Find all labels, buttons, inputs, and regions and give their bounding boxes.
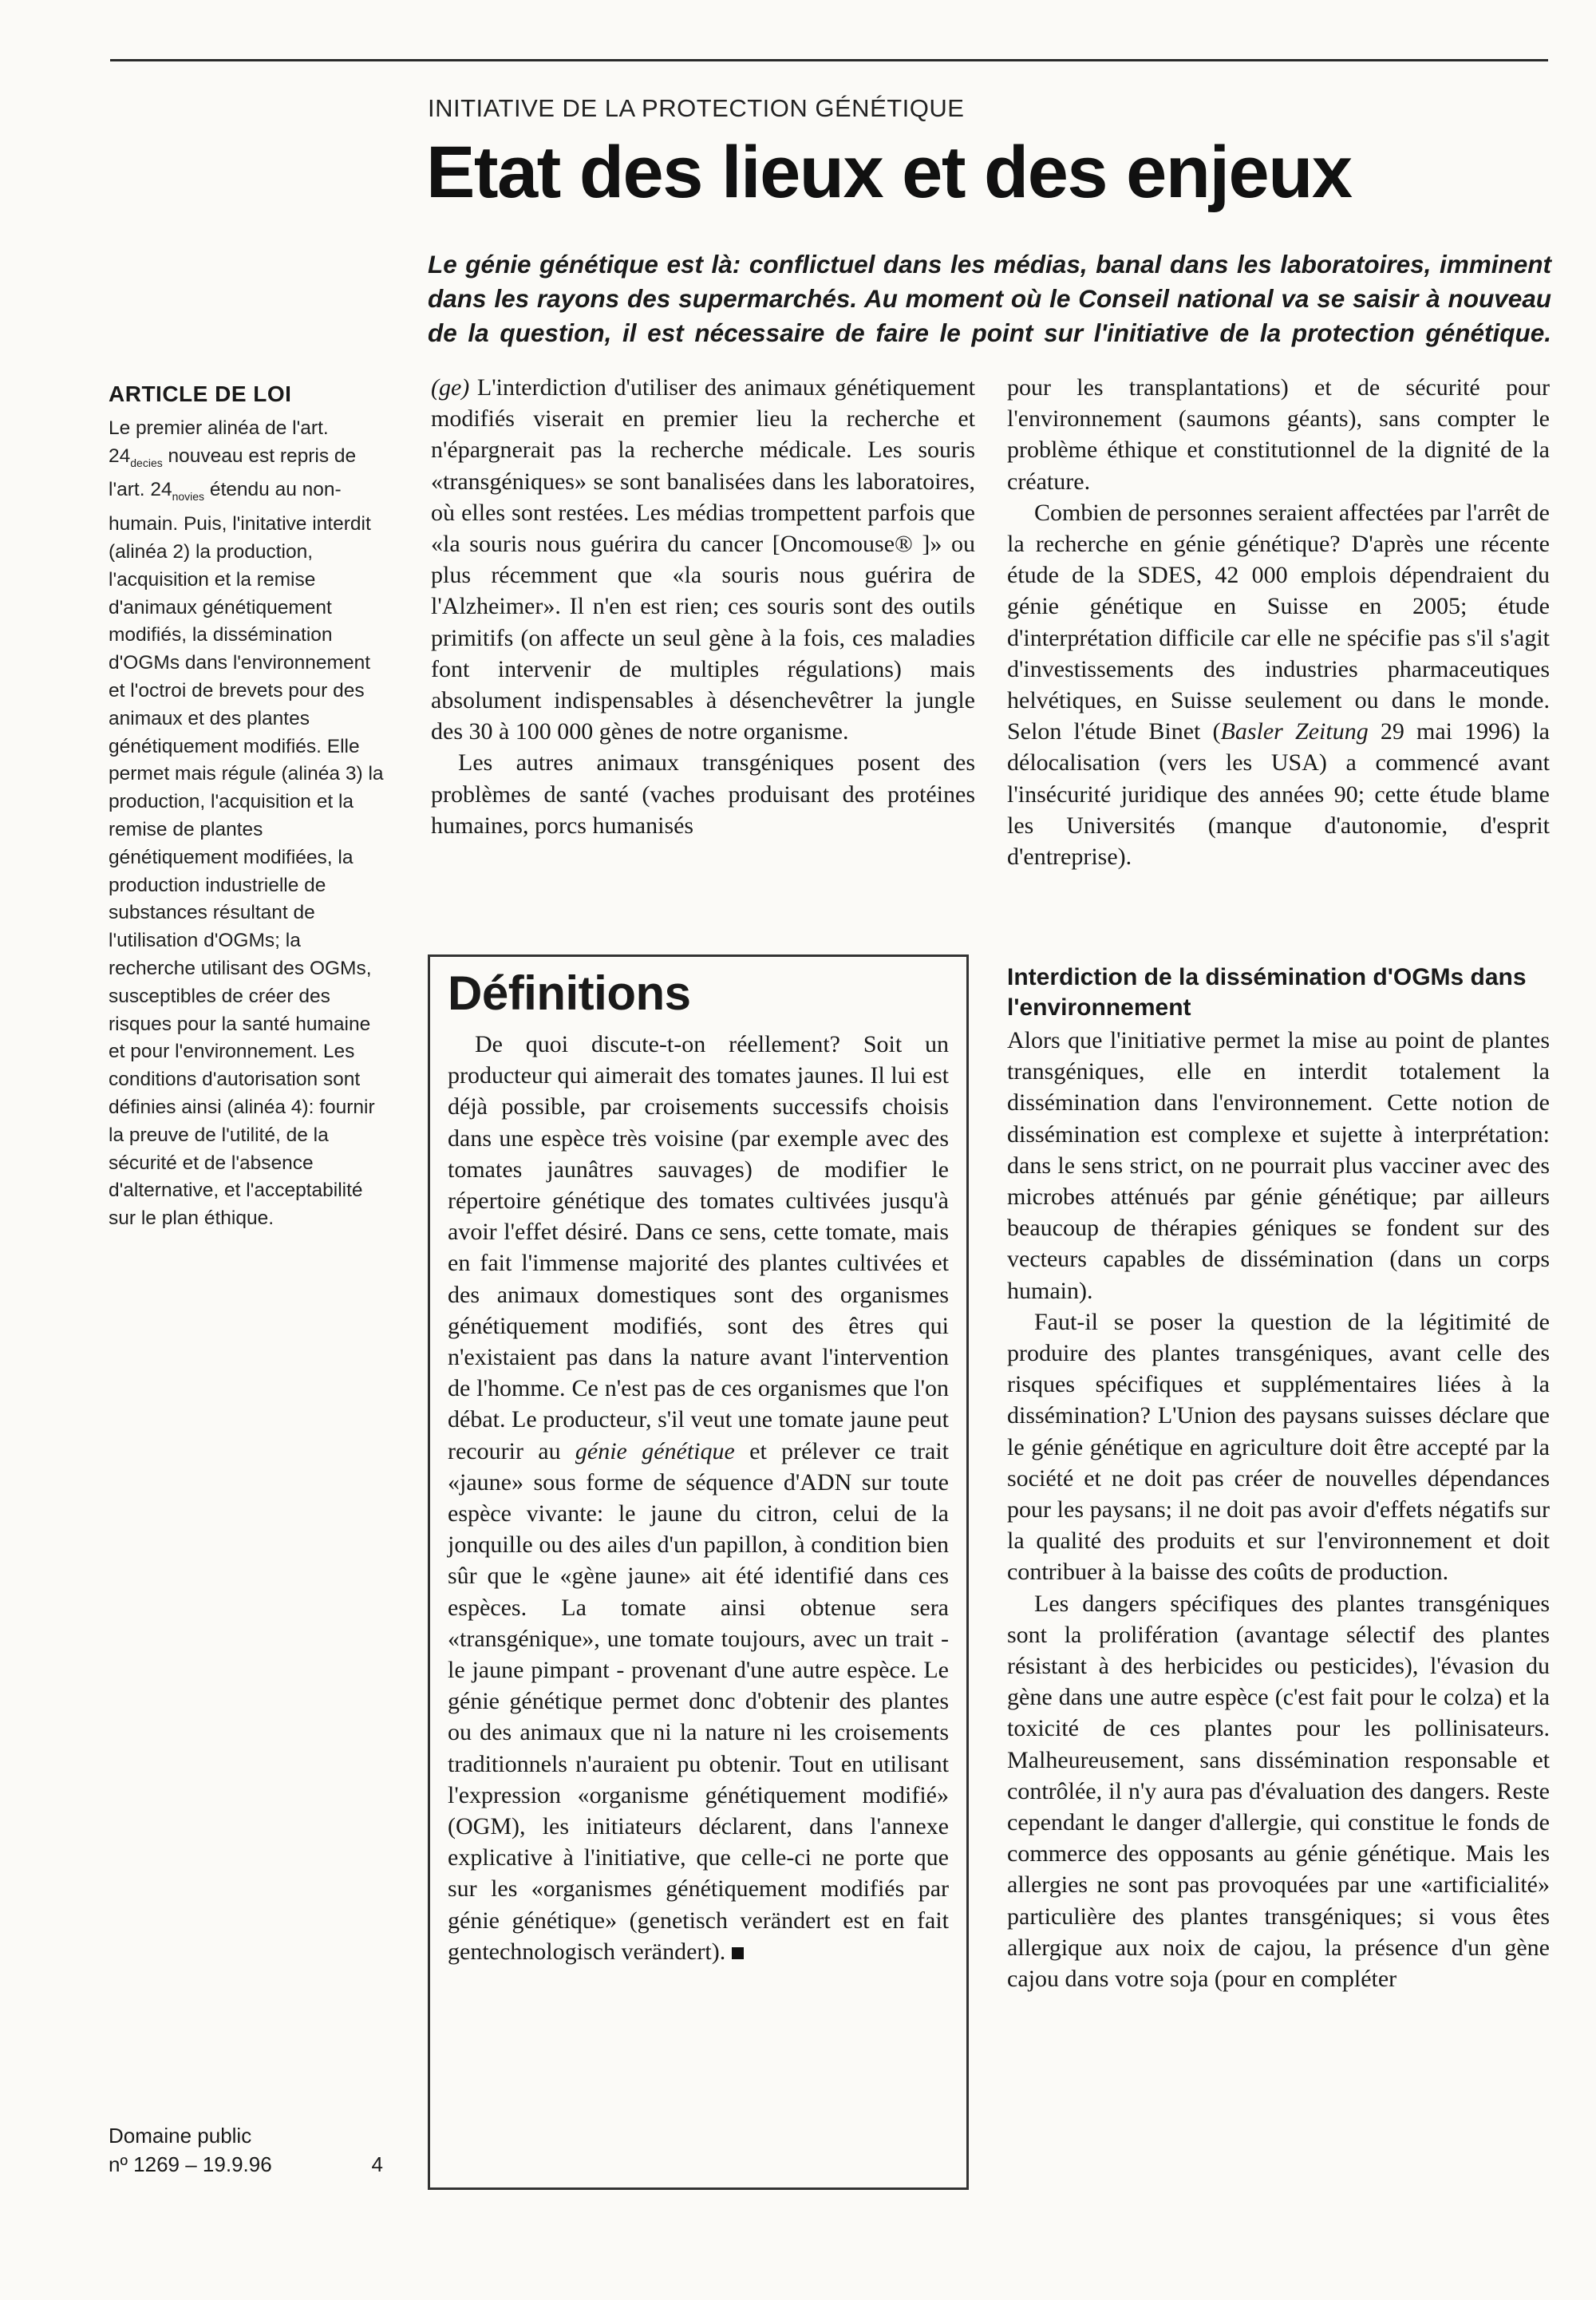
column-2 [1007,372,1550,872]
section-kicker: INITIATIVE DE LA PROTECTION GÉNÉTIQUE [428,94,965,122]
paragraph: Alors que l'initiative permet la mise au point de plantes transgéniques, elle en interdit totalement la dissémination dans l'environnement. Cette notion de dissémination est complexe et sujette à interprétation: dans le sens strict, on ne pourrait plus vacciner avec des microbes atténués par génie génétique; par ailleurs beaucoup de thérapies géniques se fondent sur des vecteurs capables de dissémination (dans un corps humain). [1007,1027,1550,1304]
page-number: 4 [371,2152,383,2176]
paragraph: Les autres animaux transgéniques posent des problèmes de santé (vaches produisant des protéines humaines, porcs humanisés [431,749,975,839]
sidebar-text: Le premier alinéa de l'art. $24_{decies}$ nouveau est repris de l'art. $24_{novies}$ étendu au non-humain. Puis, l'initative interdit (alinéa 2) la production, l'acquisition et la remise d'animaux génétiquement modifiés, la dissémination d'OGMs dans l'environnement et l'octroi de brevets pour des animaux et des plantes génétiquement modifiés. Elle permet mais régule (alinéa 3) la production, l'acquisition et la remise de plantes génétiquement modifiées, la production industrielle de substances résultant de l'utilisation d'OGMs; la recherche utilisant des OGMs, susceptibles de créer des risques pour la santé humaine et pour l'environnement. Les conditions d'autorisation sont définies ainsi (alinéa 4): fournir la preuve de l'utilité, de la sécurité et de l'absence d'alternative, et l'acceptabilité sur le plan éthique. [109,417,384,1230]
definitions-box [428,954,969,2190]
sidebar-title: ARTICLE DE LOI [109,381,292,406]
issue-info: nº 1269 – 19.9.96 [109,2152,272,2176]
definitions-text: De quoi discute-t-on réellement? Soit un producteur qui aimerait des tomates jaunes. Il lui est déjà possible, par croisements successifs choisis dans une espèce très voisine (par exemple avec des tomates jaunâtres sauvages) de modifier le répertoire génétique des tomates cultivées jusqu'à avoir l'effet désiré. Dans ce sens, cette tomate, mais en fait l'immense majorité des plantes cultivées et des animaux domestiques sont des organismes génétiquement modifiés, sont des êtres qui n'existaient pas dans la nature avant l'intervention de l'homme. Ce n'est pas de ces organismes que l'on débat. Le producteur, s'il veut une tomate jaune peut recourir au génie génétique et prélever ce trait «jaune» sous forme de séquence d'ADN sur toute espèce vivante: le jaune du citron, celui de la jonquille ou des ailes d'un papillon, à condition bien sûr que le «gène jaune» ait été identifié dans ces espèces. La tomate ainsi obtenue sera «transgénique», une tomate toujours, avec un trait - le jaune pimpant - provenant d'une autre espèce. Le génie génétique permet donc d'obtenir des plantes ou des animaux que ni la nature ni les croisements traditionnels n'auraient pu obtenir. Tout en utilisant l'expression «organisme génétiquement modifié» (OGM), les initiateurs déclarent, dans l'annexe explicative à l'initiative, que celle-ci ne porte que sur les «organismes génétiquement modifiés par génie génétique» (genetisch verändert est en fait gentechnologisch verändert). [448,1031,949,1965]
article-lede: Le génie génétique est là: conflictuel dans les médias, banal dans les laboratoires, imminent dans les rayons des supermarchés. Au moment où le Conseil national va se saisir à nouveau de la question, il est nécessaire de faire le point sur l'initiative de la protection génétique. [428,250,1551,347]
end-mark-icon [732,1947,744,1959]
publication-name: Domaine public [109,2124,252,2148]
sidebar-article-de-loi [109,381,388,1233]
page-footer [109,2121,388,2179]
author-initials: (ge) [431,374,470,401]
definitions-title: Définitions [448,966,691,1020]
section-heading: Interdiction de la dissémination d'OGMs dans l'environnement [1007,964,1527,1021]
column-3 [1007,962,1550,1994]
paragraph: Combien de personnes seraient affectées par l'arrêt de la recherche en génie génétique? D'après une récente étude de la SDES, 42 000 emplois dépendraient du génie génétique en Suisse en 2005; étude d'interprétation difficile car elle ne spécifie pas s'il s'agit d'investissements des industries pharmaceutiques helvétiques, en Suisse seulement ou dans le monde. Selon l'étude Binet (Basler Zeitung 29 mai 1996) la délocalisation (vers les USA) a commencé avant l'insécurité juridique des années 90; cette étude blame les Universités (manque d'autonomie, d'esprit d'entreprise). [1007,499,1550,871]
paragraph: Les dangers spécifiques des plantes transgéniques sont la prolifération (avantage sélectif des plantes résistant à des herbicides ou pesticides), l'évasion du gène dans une autre espèce (c'est fait pour le colza) et la toxicité de ces plantes pour les pollinisateurs. Malheureusement, sans dissémination responsable et contrôlée, il n'y aura pas d'évaluation des dangers. Reste cependant le danger d'allergie, qui constitue le fonds de commerce des opposants au génie génétique. Mais les allergies ne sont pas provoquées par une «artificialité» particulière des plantes transgéniques; si vous êtes allergique aux noix de cajou, la présence d'un gène cajou dans votre soja (pour en compléter [1007,1590,1550,1993]
column-1 [431,372,975,841]
paragraph: (ge) L'interdiction d'utiliser des animaux génétiquement modifiés viserait en premier lieu la recherche et n'épargnerait pas la recherche médicale. Les souris «transgéniques» se sont banalisées dans les laboratoires, où elles sont restées. Les médias trompettent parfois que «la souris nous guérira du cancer [Oncomouse® ]» ou plus récemment que «la souris nous guérira de l'Alzheimer». Il n'en est rien; ces souris sont des outils primitifs (on affecte un seul gène à la fois, ces maladies font intervenir de multiples régulations) mais absolument indispensables à désenchevêtrer la jungle des 30 à 100 000 gènes de notre organisme. [431,374,975,745]
paragraph: Faut-il se poser la question de la légitimité de produire des plantes transgéniques, avant celle des risques spécifiques et supplémentaires liées à la dissémination? L'Union des paysans suisses déclare que le génie génétique en agriculture doit être accepté par la société et ne doit pas créer de nouvelles dépendances pour les paysans; il ne doit pas avoir d'effets négatifs sur la qualité des produits et sur l'environnement et doit contribuer à la baisse des coûts de production. [1007,1308,1550,1586]
paragraph: pour les transplantations) et de sécurité pour l'environnement (saumons géants), sans compter le problème éthique et constitutionnel de la dignité de la créature. [1007,374,1550,495]
top-rule [110,59,1548,61]
article-headline: Etat des lieux et des enjeux [426,132,1352,213]
